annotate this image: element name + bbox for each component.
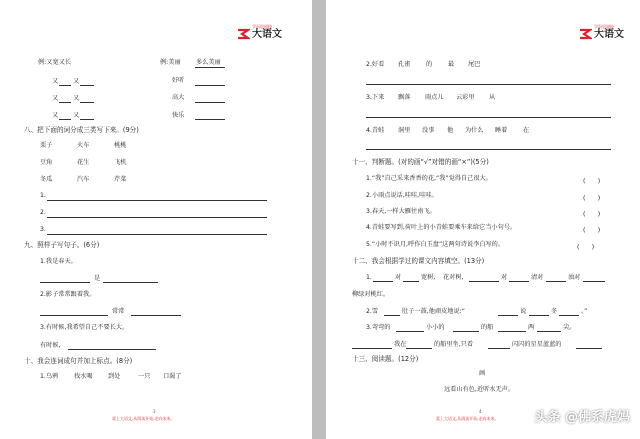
q10-word: 找水喝: [74, 373, 93, 380]
fill-3-part: 尖。: [563, 324, 576, 331]
brand-sub: 学而思网校: [252, 24, 272, 29]
fill-1-tail: 柳绿对桃红。: [352, 291, 390, 298]
r4-word: 在: [523, 127, 530, 134]
word: 冬瓜: [40, 176, 53, 183]
fill-3-part: 3.弯弯的: [366, 324, 391, 331]
q10-word: 1.乌鸦: [40, 373, 59, 380]
r3-word: 飘落: [398, 94, 411, 101]
q10-word: 一只: [138, 373, 151, 380]
question-8: 八、把下面的词分成三类写下来。(9分): [24, 126, 139, 134]
fill-3-part: 的船: [481, 324, 494, 331]
fill-2-part: 。”: [581, 308, 588, 315]
answer-paren[interactable]: ( ): [583, 178, 601, 185]
left-page: [0, 0, 312, 439]
r3-word: 云彩里: [456, 94, 475, 101]
r2-word: 尾巴: [468, 61, 481, 68]
word: 栗子: [40, 142, 53, 149]
sentence-1: 1.我是春天。: [40, 258, 77, 265]
word: 火车: [77, 142, 90, 149]
fill-3-part: 闪闪的星星蓝蓝的: [512, 341, 562, 348]
r4-word: 4.青蛙: [366, 127, 385, 134]
fill-1-part: 清对: [531, 274, 544, 281]
adj-row: 快乐: [172, 112, 185, 119]
judge-item: 2.小雨点说话,哇哇,哇哇。: [366, 192, 438, 199]
poem-title: 画: [479, 370, 486, 377]
word: 飞机: [114, 159, 127, 166]
r4-word: 睡着: [495, 127, 508, 134]
sentence-2: 2.影子常常跟着我。: [40, 291, 96, 298]
r3-word: 雨点儿: [425, 94, 444, 101]
fill-3-part: 我在: [394, 341, 407, 348]
r2-word: 的: [426, 61, 433, 68]
r2-word: 2.好看: [366, 61, 385, 68]
right-page: [326, 0, 640, 439]
brand-name: 大语文: [594, 29, 624, 40]
word: 豆角: [40, 159, 53, 166]
question-9: 九、照样子写句子。(6分): [24, 241, 100, 249]
fill-1-part: 宽树,: [421, 274, 436, 281]
sentence-3: 3.有时候,我希望自己不要长大。: [40, 324, 129, 331]
r3-word: 从: [489, 94, 496, 101]
r3-word: 3.下来: [366, 94, 385, 101]
word: 汽车: [77, 176, 90, 183]
fill-3-part: 小小的: [426, 324, 445, 331]
fill-3-part: 两: [528, 324, 535, 331]
answer-number: 1.: [40, 192, 46, 199]
you-row: 又: [52, 95, 59, 102]
page-footer: 爱上大语文,从阅读开始,走向未来。: [436, 416, 499, 421]
brand-logo-icon: [236, 26, 250, 40]
answer-paren[interactable]: ( ): [583, 227, 601, 234]
answer-paren[interactable]: ( ): [583, 195, 601, 202]
r4-word: 他: [447, 127, 454, 134]
answer-number: 2.: [40, 209, 46, 216]
question-13: 十三、阅读题。(12分): [352, 355, 419, 363]
word: 桃桃: [114, 142, 127, 149]
watermark: 头条 @佛系虎妈: [534, 410, 630, 425]
question-11: 十一、判断题。(对的画“√”对错的画“×”)(5分): [352, 158, 489, 166]
brand-logo-icon: [578, 26, 592, 40]
page-footer: 爱上大语文,从阅读开始,走向未来。: [112, 416, 175, 421]
adj-row: 高大: [172, 94, 185, 101]
page-number: 4: [479, 409, 482, 414]
brand-name: 大语文: [252, 29, 282, 40]
fill-2-part: 肚子一鼓,他顽皮地说:“: [402, 308, 465, 315]
r2-word: 最: [448, 61, 455, 68]
answer-paren[interactable]: ( ): [583, 211, 601, 218]
question-12: 十二、我会根据学过的课文内容填空。(13分): [352, 257, 485, 265]
fill-1-num: 1.: [366, 274, 372, 281]
word: 芹菜: [114, 176, 127, 183]
fill-2-part: 说: [520, 308, 527, 315]
answer-number: 3.: [40, 226, 46, 233]
sentence-2-mid: 常常: [112, 308, 125, 315]
you-row: 又: [73, 78, 80, 85]
fill-1-part: 对: [501, 274, 508, 281]
fill-2-part: 2.雪: [366, 308, 379, 315]
example2-label: 例:美丽: [160, 59, 181, 66]
question-10: 十、我会连词成句并加上标点。(8分): [24, 357, 133, 365]
page-number: 3: [153, 409, 156, 414]
adj-row: 好听: [172, 77, 185, 84]
judge-item: 5.“小时不识月,呼作白玉盘”这两句诗说李白写的。: [366, 241, 505, 248]
word: 花生: [77, 159, 90, 166]
fill-2-part: 冬: [551, 308, 558, 315]
example2-answer: 多么美丽: [196, 59, 221, 66]
judge-item: 4.青蛙要写到,荷叶上的小青蛙要乘车来给它当小句号。: [366, 224, 517, 231]
q10-word: 口渴了: [163, 373, 182, 380]
fill-1-part: 浊对: [568, 274, 581, 281]
you-row: 又: [73, 112, 80, 119]
r4-word: 洞里: [398, 127, 411, 134]
r2-word: 孔雀: [398, 61, 411, 68]
example-label: 例:又宽又长: [38, 59, 72, 66]
fill-3-part: 的船里坐,只看: [434, 341, 474, 348]
q10-word: 到处: [108, 373, 121, 380]
brand-sub: 学而思网校: [594, 24, 614, 29]
judge-item: 1.“我”自己采来香香的花,“我”觉得自己很大。: [366, 175, 492, 182]
sentence-3-fill: 有时候,: [40, 342, 61, 349]
r4-word: 为什么: [465, 127, 484, 134]
you-row: 又: [73, 95, 80, 102]
r4-word: 没事: [422, 127, 435, 134]
sentence-1-tail: 是: [94, 275, 101, 282]
you-row: 又: [52, 112, 59, 119]
answer-paren[interactable]: ( ): [577, 244, 595, 251]
judge-item: 3.春天,一样大雁往南飞。: [366, 208, 436, 215]
you-row: 又: [52, 78, 59, 85]
fill-1-part: 对: [395, 274, 402, 281]
brand-logo: [236, 25, 282, 40]
poem-line: 远看山有色,近听水无声。: [444, 386, 515, 393]
brand-logo: [578, 25, 624, 40]
fill-1-part: 花对树,: [443, 274, 464, 281]
